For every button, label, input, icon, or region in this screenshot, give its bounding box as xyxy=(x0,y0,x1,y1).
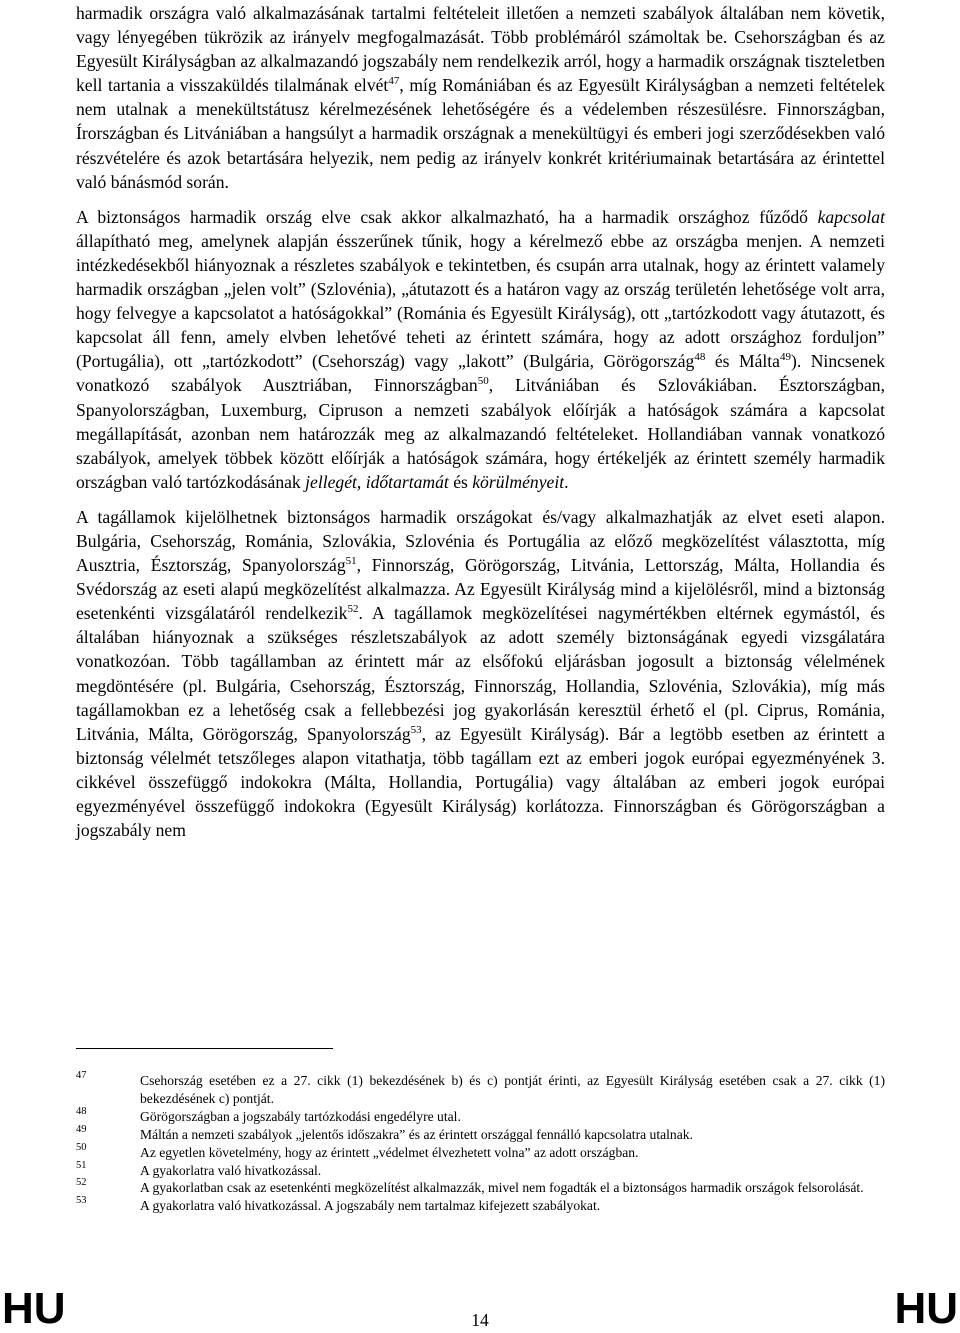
footnote-number: 47 xyxy=(76,1070,87,1081)
italic-text: körülményeit xyxy=(472,471,565,492)
footnotes xyxy=(76,1072,885,1215)
footnote-reference[interactable]: 48 xyxy=(694,351,706,364)
italic-text: kapcsolat xyxy=(817,206,885,227)
footnote-number: 49 xyxy=(76,1123,87,1135)
page-number: 14 xyxy=(471,1310,489,1330)
footnote-item xyxy=(76,1159,885,1180)
footnote-reference[interactable]: 52 xyxy=(347,603,359,616)
paragraph-2: A biztonságos harmadik ország elve csak akkor alkalmazható, ha a harmadik országhoz fűződő kapcsolat állapítható meg, amelynek alapján ésszerűnek tűnik, hogy a kérelmező ebbe az országba menjen. A nemzeti intézkedésekből hiányoznak a részletes szabályok e tekintetben, és csupán arra utalnak, hogy az érintett valamely harmadik országban „jelen volt” (Szlovénia), „átutazott és a határon vagy az ország területén lehetősége volt arra, hogy felvegye a kapcsolatot a hatóságokkal” (Románia és Egyesült Királyság), ott „tartózkodott vagy átutazott, és kapcsolat áll fenn, amely elvben lehetővé teheti az érintett számára, hogy az adott országhoz forduljon” (Portugália), ott „tartózkodott” (Csehország) vagy „lakott” (Bulgária, Görögország$^{48}$ és Málta$^{49}$). Nincsenek vonatkozó szabályok Ausztriában, Finnországban$^{50}$, Litvániában és Szlovákiában. Észtországban, Spanyolországban, Luxemburg, Cipruson a nemzeti szabályok előírják a hatóságok számára a kapcsolat megállapítását, azonban nem határozzák meg az alkalmazandó feltételeket. Hollandiában vannak vonatkozó szabályok, amelyek többek között előírják a hatóságok számára, hogy értékeljék az érintett személy harmadik országban való tartózkodásának jellegét, időtartamát és körülményeit. xyxy=(76,206,885,492)
footnote-separator xyxy=(76,1048,333,1049)
paragraph-1: harmadik országra való alkalmazásának tartalmi feltételeit illetően a nemzeti szabályok általában nem követik, vagy lényegében tükrözik az irányelv megfogalmazását. Több problémáról számoltak be. Csehországban és az Egyesült Királyságban az alkalmazandó jogszabály nem rendelkezik arról, hogy a harmadik országnak tiszteletben kell tartania a visszaküldés tilalmának elvét$^{47}$, míg Romániában és az Egyesült Királyságban a nemzeti feltételek nem utalnak a menekültstátusz kérelmezésének lehetőségére és a védelemben részesülésre. Finnországban, Írországban és Litvániában a hangsúlyt a harmadik országnak a menekültügyi és emberi jogi szerződésekben való részvételére és azok betartására helyezik, nem pedig az irányelv konkrét kritériumainak betartására az érintettel való bánásmód során. xyxy=(76,3,885,192)
footnote-reference[interactable]: 53 xyxy=(410,723,422,736)
footnote-number: 51 xyxy=(76,1159,87,1171)
document-body xyxy=(76,0,885,842)
footnote-number: 52 xyxy=(76,1177,87,1189)
footnote-reference[interactable]: 51 xyxy=(345,555,357,568)
footnote-item xyxy=(76,1123,885,1144)
footnote-text: A gyakorlatra való hivatkozással. xyxy=(140,1162,322,1178)
footnote-reference[interactable]: 50 xyxy=(477,375,489,388)
footnote-reference[interactable]: 47 xyxy=(388,75,400,88)
footnote-item xyxy=(76,1072,885,1108)
footnote-number: 50 xyxy=(76,1141,87,1153)
paragraph-3: A tagállamok kijelölhetnek biztonságos harmadik országokat és/vagy alkalmazhatják az elvet eseti alapon. Bulgária, Csehország, Románia, Szlovákia, Szlovénia és Portugália az előző megközelítést választotta, míg Ausztria, Észtország, Spanyolország$^{51}$, Finnország, Görögország, Litvánia, Lettország, Málta, Hollandia és Svédország az eseti alapú megközelítést alkalmazza. Az Egyesült Királyság mind a kijelölésről, mind a biztonság esetenkénti vizsgálatáról rendelkezik$^{52}$. A tagállamok megközelítései nagymértékben eltérnek egymástól, és általában hiányoznak a szükséges részletszabályok az adott személy biztonságának egyedi vizsgálatára vonatkozóan. Több tagállamban az érintett már az elsőfokú eljárásban jogosult a biztonság vélelmének megdöntésére (pl. Bulgária, Csehország, Észtország, Finnország, Hollandia, Szlovénia, Szlovákia), míg más tagállamokban ez a lehetőség csak a fellebbezési jog gyakorlásán keresztül érhető el (pl. Ciprus, Románia, Litvánia, Málta, Görögország, Spanyolország$^{53}$, az Egyesült Királyság). Bár a legtöbb esetben az érintett a biztonság vélelmét tetszőleges alapon vitathatja, több tagállam ezt az emberi jogok európai egyezményének 3. cikkével összefüggő indokokra (Málta, Hollandia, Portugália) vagy általában az emberi jogok európai egyezményével összefüggő indokokra (Egyesült Királyság) korlátozza. Finnországban és Görögországban a jogszabály nem xyxy=(76,506,885,841)
footnote-number: 53 xyxy=(76,1195,87,1207)
footnote-number: 48 xyxy=(76,1105,87,1117)
footnote-text: A gyakorlatra való hivatkozással. A jogszabály nem tartalmaz kifejezett szabályokat. xyxy=(140,1198,601,1214)
italic-text: időtartamát xyxy=(365,471,449,492)
footnote-text: Máltán a nemzeti szabályok „jelentős időszakra” és az érintett országgal fennálló kapcsolatra utalnak. xyxy=(140,1126,693,1142)
footnote-text: Görögországban a jogszabály tartózkodási engedélyre utal. xyxy=(140,1108,461,1124)
footnote-text: A gyakorlatban csak az esetenkénti megközelítést alkalmazzák, mivel nem fogadták el a biztonságos harmadik országok felsorolását. xyxy=(140,1180,864,1196)
language-mark-left: HU xyxy=(2,1284,66,1333)
footnote-item xyxy=(76,1197,885,1215)
footnote-item xyxy=(76,1141,885,1162)
footnote-text: Az egyetlen követelmény, hogy az érintett „védelmet élvezhetett volna” az adott országban. xyxy=(140,1144,639,1160)
footnote-reference[interactable]: 49 xyxy=(780,351,791,364)
italic-text: jellegét xyxy=(305,471,357,492)
footnote-item xyxy=(76,1105,885,1126)
language-mark-right: HU xyxy=(894,1284,958,1333)
footnote-text: Csehország esetében ez a 27. cikk (1) bekezdésének b) és c) pontját érinti, az Egyesült Királyság esetében csak a 27. cikk (1) bekezdésének c) pontját. xyxy=(140,1073,885,1106)
footnote-item xyxy=(76,1179,885,1197)
